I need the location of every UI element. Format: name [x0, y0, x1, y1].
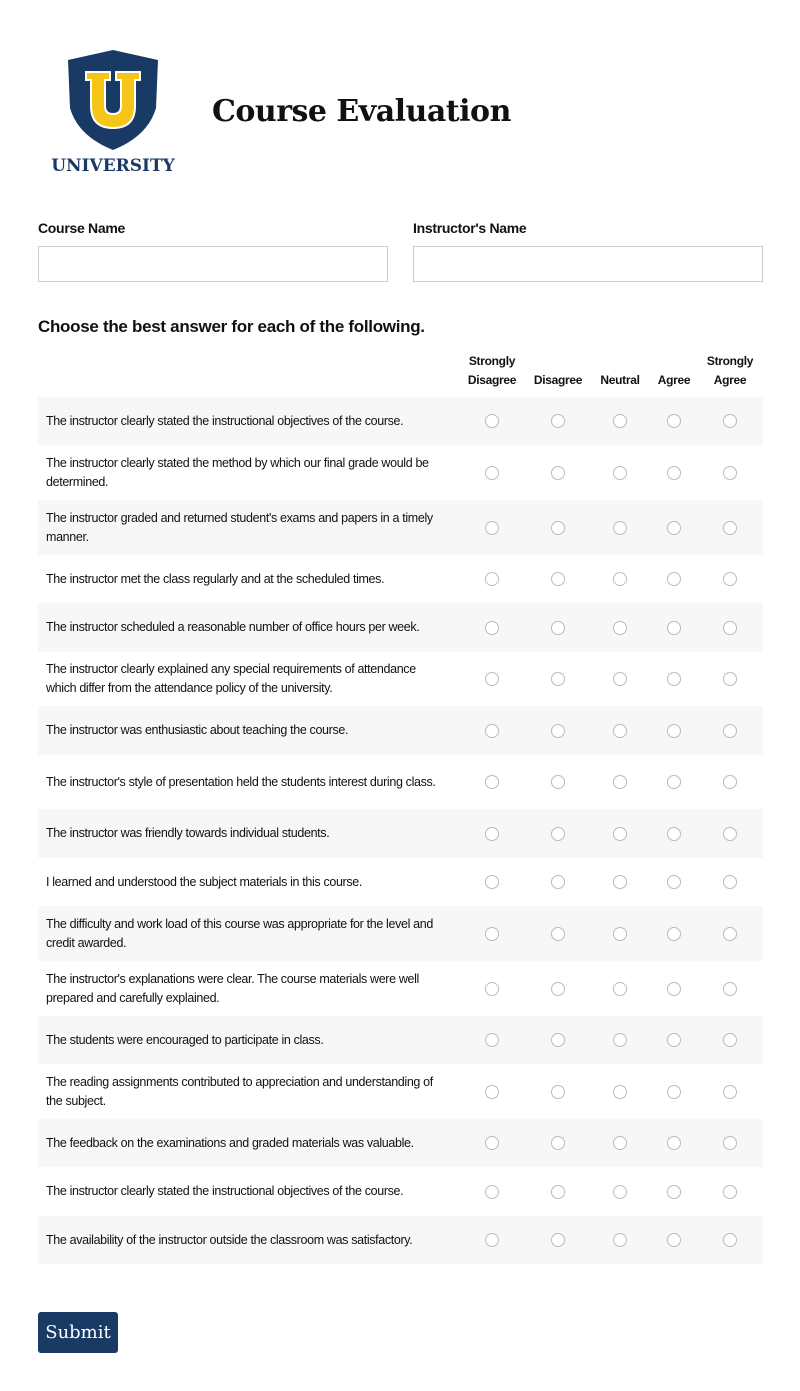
question-row — [38, 906, 763, 961]
rating-radio-strongly-disagree[interactable] — [485, 775, 499, 789]
question-row — [38, 555, 763, 603]
rating-radio-disagree[interactable] — [551, 621, 565, 635]
rating-radio-agree[interactable] — [667, 466, 681, 480]
rating-radio-neutral[interactable] — [613, 1185, 627, 1199]
question-text: The reading assignments contributed to appreciation and understanding of the subject. — [46, 1074, 433, 1108]
rating-radio-strongly-disagree[interactable] — [485, 521, 499, 535]
rating-radio-neutral[interactable] — [613, 672, 627, 686]
question-text: The instructor's style of presentation held the students interest during class. — [46, 774, 436, 789]
question-text: The difficulty and work load of this course was appropriate for the level and credit awarded. — [46, 916, 433, 950]
scale-header — [658, 352, 691, 390]
rating-radio-neutral[interactable] — [613, 875, 627, 889]
matrix-header — [38, 350, 763, 397]
question-row — [38, 500, 763, 555]
question-text: The feedback on the examinations and graded materials was valuable. — [46, 1135, 414, 1150]
question-row — [38, 1064, 763, 1119]
question-row — [38, 652, 763, 706]
rating-radio-strongly-agree[interactable] — [723, 414, 737, 428]
question-text: The students were encouraged to participate in class. — [46, 1032, 324, 1047]
scale-header-line1: Strongly — [706, 354, 754, 368]
rating-radio-strongly-agree[interactable] — [723, 875, 737, 889]
scale-header-line1 — [534, 352, 582, 371]
rating-radio-disagree[interactable] — [551, 521, 565, 535]
question-text: The availability of the instructor outside the classroom was satisfactory. — [46, 1232, 413, 1247]
rating-radio-strongly-agree[interactable] — [723, 1233, 737, 1247]
rating-radio-agree[interactable] — [667, 875, 681, 889]
rating-radio-strongly-disagree[interactable] — [485, 1033, 499, 1047]
rating-radio-strongly-disagree[interactable] — [485, 875, 499, 889]
rating-radio-neutral[interactable] — [613, 466, 627, 480]
scale-header — [600, 352, 639, 390]
rating-radio-disagree[interactable] — [551, 1136, 565, 1150]
rating-radio-strongly-disagree[interactable] — [485, 1085, 499, 1099]
rating-radio-disagree[interactable] — [551, 414, 565, 428]
rating-radio-neutral[interactable] — [613, 521, 627, 535]
rating-radio-neutral[interactable] — [613, 1233, 627, 1247]
rating-radio-disagree[interactable] — [551, 827, 565, 841]
rating-radio-disagree[interactable] — [551, 775, 565, 789]
rating-radio-strongly-agree[interactable] — [723, 1085, 737, 1099]
rating-radio-neutral[interactable] — [613, 621, 627, 635]
rating-radio-strongly-agree[interactable] — [723, 927, 737, 941]
question-row — [38, 603, 763, 652]
rating-radio-neutral[interactable] — [613, 414, 627, 428]
rating-radio-agree[interactable] — [667, 1085, 681, 1099]
rating-radio-strongly-agree[interactable] — [723, 1136, 737, 1150]
course-name-input[interactable] — [38, 246, 388, 282]
question-row — [38, 809, 763, 858]
question-row — [38, 445, 763, 500]
rating-radio-neutral[interactable] — [613, 775, 627, 789]
scale-header-line1 — [658, 352, 691, 371]
scale-header-line2: Agree — [657, 373, 691, 387]
rating-radio-agree[interactable] — [667, 572, 681, 586]
question-row — [38, 858, 763, 906]
question-text: The instructor scheduled a reasonable number of office hours per week. — [46, 620, 420, 634]
rating-radio-strongly-disagree[interactable] — [485, 466, 499, 480]
rating-radio-disagree[interactable] — [551, 982, 565, 996]
rating-radio-disagree[interactable] — [551, 875, 565, 889]
question-text: The instructor was enthusiastic about teaching the course. — [46, 723, 349, 737]
rating-radio-neutral[interactable] — [613, 1085, 627, 1099]
question-row — [38, 1119, 763, 1167]
rating-radio-strongly-agree[interactable] — [723, 466, 737, 480]
rating-radio-agree[interactable] — [667, 672, 681, 686]
rating-radio-strongly-disagree[interactable] — [485, 982, 499, 996]
rating-radio-agree[interactable] — [667, 521, 681, 535]
rating-radio-strongly-disagree[interactable] — [485, 572, 499, 586]
rating-radio-strongly-agree[interactable] — [723, 982, 737, 996]
scale-header-line2: Neutral — [600, 373, 640, 387]
rating-radio-strongly-agree[interactable] — [723, 1185, 737, 1199]
rating-radio-strongly-agree[interactable] — [723, 775, 737, 789]
rating-radio-strongly-disagree[interactable] — [485, 827, 499, 841]
rating-radio-agree[interactable] — [667, 927, 681, 941]
course-name-label: Course Name — [38, 220, 125, 236]
university-logo — [48, 48, 178, 178]
rating-radio-neutral[interactable] — [613, 1136, 627, 1150]
question-text: The instructor was friendly towards individual students. — [46, 826, 330, 840]
rating-radio-strongly-disagree[interactable] — [485, 1136, 499, 1150]
instructor-name-label: Instructor's Name — [413, 220, 527, 236]
rating-radio-disagree[interactable] — [551, 927, 565, 941]
submit-button[interactable]: Submit — [38, 1312, 118, 1353]
rating-radio-agree[interactable] — [667, 1136, 681, 1150]
question-row — [38, 755, 763, 809]
question-text: The instructor graded and returned student's exams and papers in a timely manner. — [46, 510, 433, 544]
scale-header-line2: Agree — [713, 373, 747, 387]
instructor-name-field — [413, 220, 763, 282]
rating-radio-agree[interactable] — [667, 1033, 681, 1047]
scale-header — [468, 352, 516, 390]
question-row — [38, 961, 763, 1016]
rating-radio-agree[interactable] — [667, 1233, 681, 1247]
rating-radio-strongly-disagree[interactable] — [485, 724, 499, 738]
rating-radio-agree[interactable] — [667, 827, 681, 841]
question-text: The instructor clearly stated the method by which our final grade would be determined. — [46, 455, 429, 489]
question-text: The instructor clearly explained any special requirements of attendance which differ from the attendance policy of the university. — [46, 662, 416, 695]
instructions-heading: Choose the best answer for each of the following. — [38, 317, 425, 336]
rating-radio-strongly-agree[interactable] — [723, 827, 737, 841]
question-text: The instructor met the class regularly and at the scheduled times. — [46, 571, 385, 586]
scale-header-line1: Strongly — [468, 354, 516, 368]
rating-radio-disagree[interactable] — [551, 572, 565, 586]
rating-radio-strongly-agree[interactable] — [723, 672, 737, 686]
rating-radio-disagree[interactable] — [551, 724, 565, 738]
rating-matrix — [38, 350, 763, 1264]
course-name-field — [38, 220, 388, 282]
scale-header — [707, 352, 753, 390]
rating-radio-agree[interactable] — [667, 982, 681, 996]
rating-radio-disagree[interactable] — [551, 1033, 565, 1047]
rating-radio-neutral[interactable] — [613, 572, 627, 586]
question-text: I learned and understood the subject materials in this course. — [46, 874, 362, 889]
scale-header-line2: Disagree — [467, 373, 517, 387]
page-title: Course Evaluation — [212, 94, 511, 129]
question-text: The instructor clearly stated the instructional objectives of the course. — [46, 413, 404, 428]
scale-header — [534, 352, 582, 390]
question-row — [38, 1016, 763, 1064]
rating-radio-agree[interactable] — [667, 724, 681, 738]
rating-radio-agree[interactable] — [667, 1185, 681, 1199]
instructor-name-input[interactable] — [413, 246, 763, 282]
question-row — [38, 1216, 763, 1264]
question-row — [38, 1167, 763, 1216]
rating-radio-disagree[interactable] — [551, 1185, 565, 1199]
rating-radio-disagree[interactable] — [551, 466, 565, 480]
rating-radio-agree[interactable] — [667, 775, 681, 789]
rating-radio-strongly-disagree[interactable] — [485, 1233, 499, 1247]
rating-radio-neutral[interactable] — [613, 724, 627, 738]
rating-radio-strongly-disagree[interactable] — [485, 414, 499, 428]
rating-radio-strongly-disagree[interactable] — [485, 621, 499, 635]
question-row — [38, 706, 763, 755]
rating-radio-neutral[interactable] — [613, 982, 627, 996]
scale-header-line1 — [600, 352, 639, 371]
rating-radio-neutral[interactable] — [613, 827, 627, 841]
rating-radio-disagree[interactable] — [551, 1085, 565, 1099]
rating-radio-neutral[interactable] — [613, 1033, 627, 1047]
question-text: The instructor's explanations were clear. The course materials were well prepared and carefully explained. — [46, 971, 419, 1005]
rating-radio-disagree[interactable] — [551, 672, 565, 686]
rating-radio-strongly-disagree[interactable] — [485, 927, 499, 941]
rating-radio-strongly-agree[interactable] — [723, 1033, 737, 1047]
rating-radio-neutral[interactable] — [613, 927, 627, 941]
rating-radio-strongly-agree[interactable] — [723, 621, 737, 635]
rating-radio-strongly-agree[interactable] — [723, 521, 737, 535]
rating-radio-strongly-disagree[interactable] — [485, 1185, 499, 1199]
rating-radio-agree[interactable] — [667, 414, 681, 428]
question-row — [38, 397, 763, 445]
scale-header-line2: Disagree — [533, 373, 583, 387]
rating-radio-strongly-agree[interactable] — [723, 572, 737, 586]
rating-radio-agree[interactable] — [667, 621, 681, 635]
rating-radio-strongly-agree[interactable] — [723, 724, 737, 738]
rating-radio-disagree[interactable] — [551, 1233, 565, 1247]
question-text: The instructor clearly stated the instructional objectives of the course. — [46, 1184, 404, 1198]
logo-text: UNIVERSITY — [51, 156, 175, 176]
rating-radio-strongly-disagree[interactable] — [485, 672, 499, 686]
